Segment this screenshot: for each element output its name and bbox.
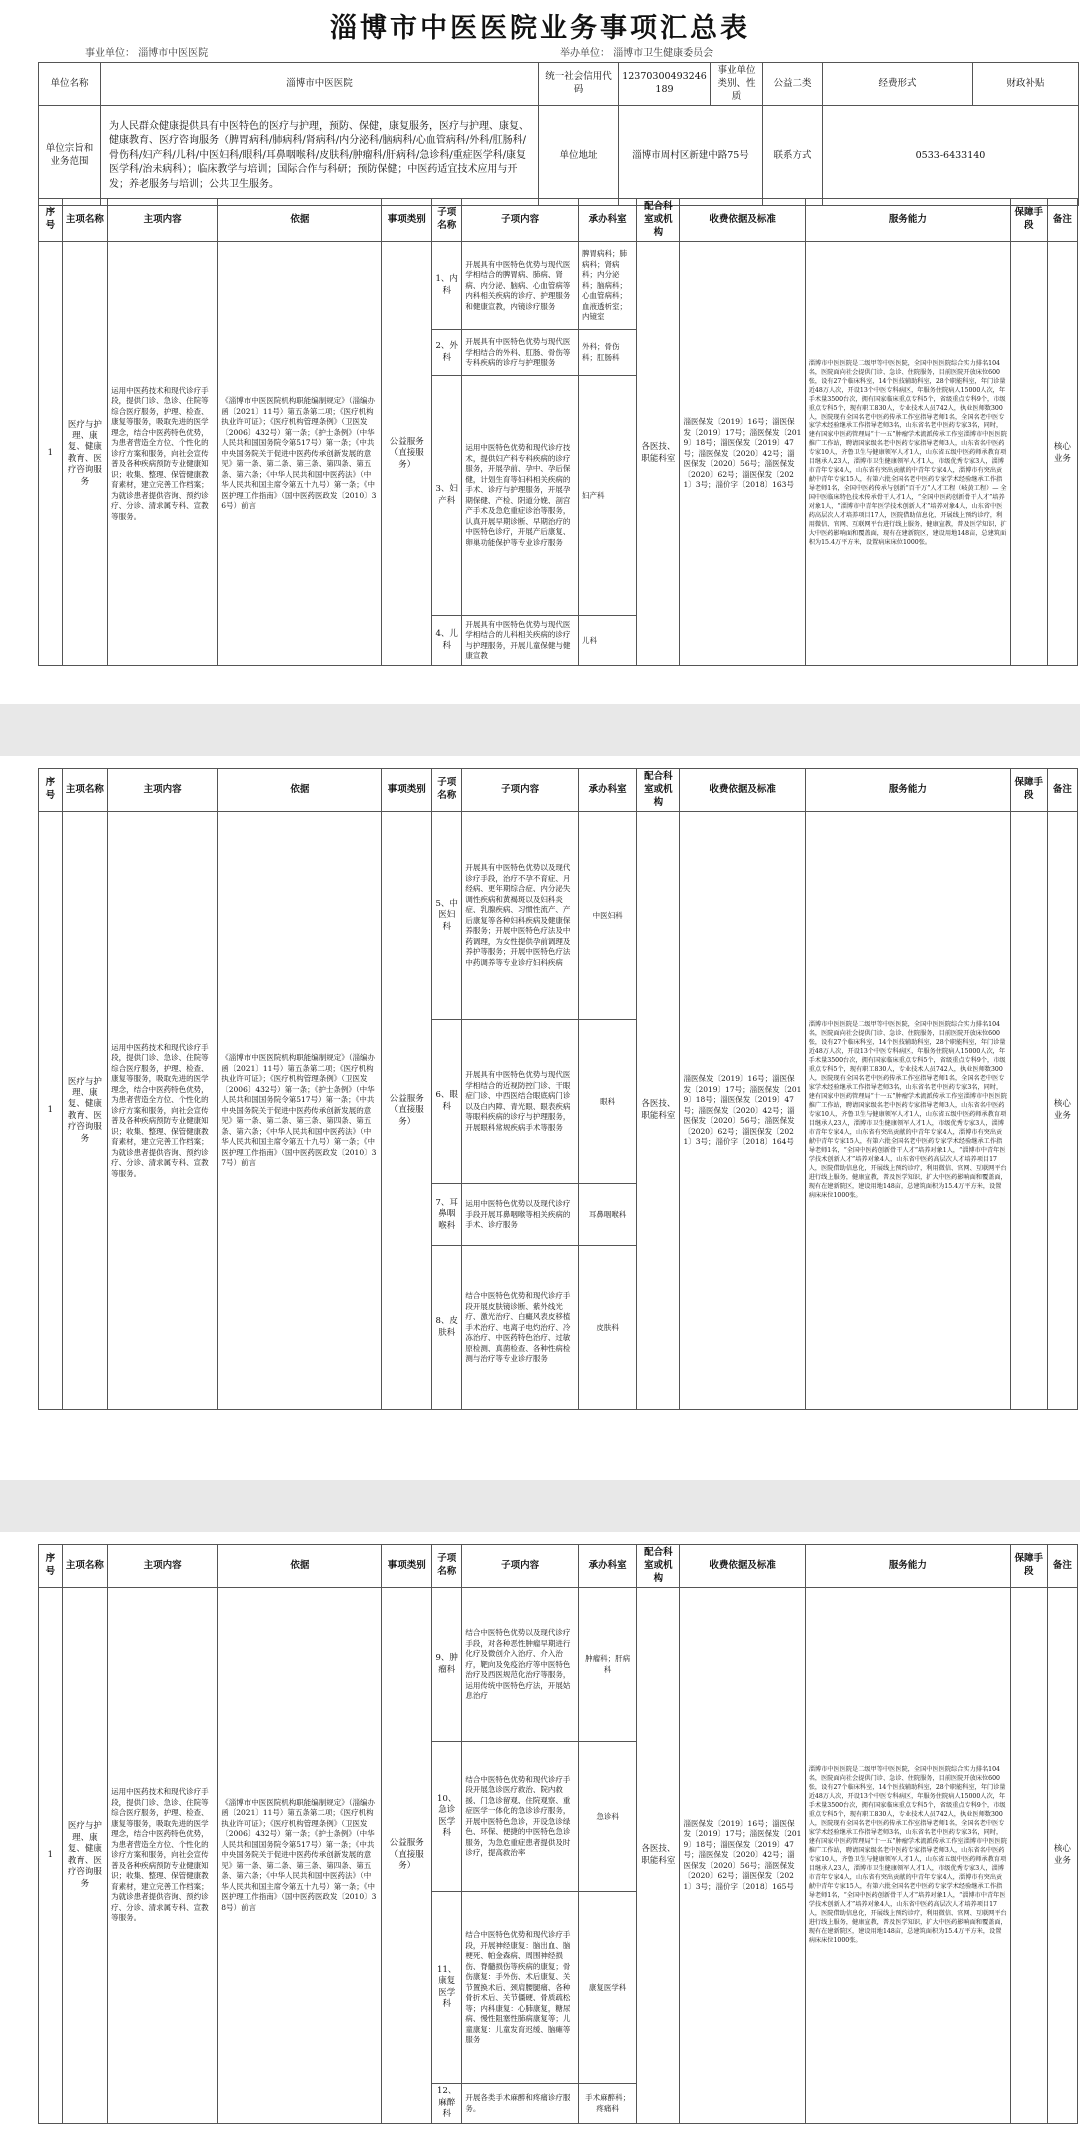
row-capacity: 淄博市中医医院是二级甲等中医医院，全国中医医院综合实力排名104名，医院面向社会提供门诊、急诊、住院服务，目前医院开放床位600张，设有27个临床科室，14个医技辅助科室，28个职能科室，年门诊量近48万人次，开设13个中医专科病区，年服务住院病人15000人次，年手术量3500台次，拥有国家临床重点专科5个，省级重点专科9个，市级重点专科5个，现有职工830人，专业技术人员742人，执业医师数300人，医院现有全国名老中医药传承工作室指导老师1名，全国名老中医专家学术经验继承工作指导老师3名，山东省名老中医药专家3名，同时，建有国家中医药管理局“十一五”肿瘤学术流派传承工作室淄博市中医医院推广工作站，聘请国家级名老中医药专家指导老师3人，山东省名中医药专家10人，齐鲁卫生与健康领军人才1人，山东省五级中医药师承教育项目继承人23人，淄博市卫生健康领军人才1人，市级优秀专家3人，淄博市青年专家4人，山东省有突出贡献的中青年专家4人，淄博市有突出贡献中青年专家15人，有第六批全国名老中医药专家学术经验继承工作指导老师1名，“全国中医药创新骨干人才”培养对象1人，“淄博市中青年医学技术创新人才”培养对象4人，山东省中医药高层次人才培养项目17人，医院借助信息化，开展线上预约诊疗，利用微信、官网、互联网平台进行线上服务，健康宣教，普及医学知识，扩大中医药影响面和覆盖面，现有在建新院区，建设用地148亩，总建筑面积为15.4万平方米，设置病床床位1000张。 (805, 812, 1010, 1410)
sub-dept: 中医妇科 (578, 812, 636, 1020)
sub-dept: 外科；骨伤科；肛肠科 (578, 330, 636, 376)
row-type: 公益服务（直接服务） (382, 242, 432, 666)
row-type: 公益服务（直接服务） (382, 1588, 432, 2123)
col-seq: 序号 (39, 1545, 63, 1588)
sub-dept: 急诊科 (578, 1742, 636, 1892)
col-item: 主项名称 (62, 1545, 107, 1588)
org-line (560, 44, 713, 59)
org-value: 淄博市卫生健康委员会 (613, 48, 714, 59)
row-type: 公益服务（直接服务） (382, 812, 432, 1410)
col-basis: 依据 (218, 1545, 382, 1588)
row-note: 核心业务 (1047, 1588, 1077, 2123)
category-label: 事业单位类别、性质 (711, 63, 763, 106)
row-note: 核心业务 (1047, 812, 1077, 1410)
col-fee: 收费依据及标准 (680, 769, 805, 812)
business-table-3 (38, 1544, 1078, 2124)
col-coop: 配合科室或机构 (637, 769, 680, 812)
table-header (39, 769, 1078, 812)
row-seq: 1 (39, 812, 63, 1410)
row-guarantee (1010, 242, 1047, 666)
sub-no: 3、妇产科 (432, 376, 462, 616)
row-seq: 1 (39, 242, 63, 666)
col-capacity: 服务能力 (805, 769, 1010, 812)
unit-line (85, 44, 208, 59)
unit-name-label: 单位名称 (39, 63, 101, 106)
fund-form-value: 财政补贴 (973, 63, 1079, 106)
col-item: 主项名称 (62, 199, 107, 242)
sub-content: 结合中医特色优势和现代诊疗手段开展急诊医疗救治、院内救援、门急诊留观、住院观察、重症医学一体化的急诊诊疗服务，开展中医特色急诊，开设急诊绿色、环保、便捷的中医特色急诊服务，为急危重症患者提供及时诊疗，提高救治率 (462, 1742, 579, 1892)
col-dept: 承办科室 (578, 1545, 636, 1588)
sheet-page-2 (0, 756, 1080, 1480)
col-type: 事项类别 (382, 769, 432, 812)
sheet-page-1 (0, 0, 1080, 704)
table-row (39, 242, 1078, 330)
col-seq: 序号 (39, 769, 63, 812)
page-separator (0, 704, 1080, 756)
business-table-2 (38, 768, 1078, 1410)
row-content: 运用中医药技术和现代诊疗手段，提供门诊、急诊、住院等综合医疗服务，护理、检查、康复等服务，吸取先进的医学理念，结合中医药特色优势，为患者营造全方位、个性化的诊疗方案和服务，向社会宣传普及各种疾病预防专业健康知识；收集、整理、保管健康教育素材，建立完善工作档案；为就诊患者提供咨询、预约诊疗、分诊、清求属专科、宣教等服务。 (108, 812, 218, 1410)
col-type: 事项类别 (382, 1545, 432, 1588)
sub-dept: 儿科 (578, 616, 636, 666)
row-coop: 各医技、职能科室 (637, 242, 680, 666)
row-basis: 《淄博市中医医院机构职能编制规定》（淄编办函〔2021〕11号）第五条第二项；《医疗机构执业许可证》；《医疗机构管理条例》（卫医发〔2006〕432号）第一条；《护士条例》（中华人民共和国国务院令第517号）第一条；《中共中央国务院关于促进中医药传承创新发展的意见》第一条、第二条、第三条、第四条、第五条、第六条；《中华人民共和国中医药法》（中华人民共和国主席令第五十九号）第一条；《中医护理工作指南》（国中医药医政发〔2010〕36号）前言 (218, 242, 382, 666)
unit-name-value: 淄博市中医医院 (101, 63, 539, 106)
sub-content: 运用中医特色优势和现代诊疗技术，提供妇产科专科疾病的诊疗服务，开展孕前、孕中、孕后保健，计划生育等妇科相关疾病的手术、诊疗与护理服务，开展孕期保健、产检、阴道分娩、剖宫产手术及急危重症诊治等服务，认真开展早期诊断、早期治疗的中医特色诊疗，开展产后康复、卵巢功能保护等专业诊疗服务 (462, 376, 579, 616)
purpose-label: 单位宗旨和业务范围 (39, 106, 101, 206)
col-item: 主项名称 (62, 769, 107, 812)
sub-no: 9、肿瘤科 (432, 1588, 462, 1742)
credit-code-value: 12370300493246189 (619, 63, 711, 106)
sub-no: 6、眼科 (432, 1020, 462, 1184)
col-dept: 承办科室 (578, 199, 636, 242)
sub-content: 开展各类手术麻醉和疼痛诊疗服务。 (462, 2084, 579, 2123)
business-table-1 (38, 198, 1078, 666)
col-type: 事项类别 (382, 199, 432, 242)
col-sub-content: 子项内容 (462, 1545, 579, 1588)
col-basis: 依据 (218, 199, 382, 242)
sub-content: 开展具有中医特色优势以及现代诊疗手段，治疗不孕不育症、月经病、更年期综合症、内分泌失调性疾病和黄褐斑以及妇科炎症、乳腺疾病、习惯性流产、产后康复等各种妇科疾病及健康保养服务；开展中医特色疗法及中药调理，为女性提供孕前调理及养护等服务；开展中医特色疗法中药调养等专业诊疗妇科疾病 (462, 812, 579, 1020)
sub-content: 结合中医特色优势以及现代诊疗手段，对各种恶性肿瘤早期进行化疗及微创介入治疗、介入治疗，靶向及免疫治疗等中医特色治疗及西医规范化治疗等服务，运用传统中医特色疗法，开展姑息治疗 (462, 1588, 579, 1742)
page-separator (0, 1480, 1080, 1532)
col-seq: 序号 (39, 199, 63, 242)
col-guarantee: 保障手段 (1010, 1545, 1047, 1588)
unit-label: 事业单位： (85, 48, 135, 59)
sheet-page-3 (0, 1532, 1080, 2147)
sub-dept: 耳鼻咽喉科 (578, 1184, 636, 1246)
col-sub-no: 子项名称 (432, 1545, 462, 1588)
contact-label: 联系方式 (763, 106, 823, 206)
sub-no: 5、中医妇科 (432, 812, 462, 1020)
sub-no: 2、外科 (432, 330, 462, 376)
row-coop: 各医技、职能科室 (637, 1588, 680, 2123)
col-content: 主项内容 (108, 199, 218, 242)
row-capacity: 淄博市中医医院是二级甲等中医医院，全国中医医院综合实力排名104名，医院面向社会提供门诊、急诊、住院服务，目前医院开放床位600张，设有27个临床科室，14个医技辅助科室，28个职能科室，年门诊量近48万人次，开设13个中医专科病区，年服务住院病人15000人次，年手术量3500台次，拥有国家临床重点专科5个，省级重点专科9个，市级重点专科5个，现有职工830人，专业技术人员742人，执业医师数300人，医院现有全国名老中医药传承工作室指导老师1名，全国名老中医专家学术经验继承工作指导老师3名，山东省名老中医药专家3名，同时，建有国家中医药管理局“十一五”肿瘤学术流派传承工作室淄博市中医医院推广工作站，聘请国家级名老中医药专家指导老师3人，山东省名中医药专家10人，齐鲁卫生与健康领军人才1人，山东省五级中医药师承教育项目继承人23人，淄博市卫生健康领军人才1人，市级优秀专家3人，淄博市青年专家4人，山东省有突出贡献的中青年专家4人，淄博市有突出贡献中青年专家15人，有第六批全国名老中医药专家学术经验继承工作指导老师1名，全国中医药传承与创新“百千万”人才工程（岐黄工程）— 全国中医临床特色技术传承骨干人才1人，“全国中医药创新骨干人才”培养对象1人，“淄博市中青年医学技术创新人才”培养对象4人，山东省中医药高层次人才培养项目17人，医院借助信息化，开展线上预约诊疗，利用微信、官网、互联网平台进行线上服务，健康宣教，普及医学知识，扩大中医药影响面和覆盖面，现有在建新院区，建设用地148亩，总建筑面积为15.4万平方米，设置病床床位1000张。 (805, 242, 1010, 666)
row-guarantee (1010, 1588, 1047, 2123)
col-coop: 配合科室或机构 (637, 199, 680, 242)
col-note: 备注 (1047, 199, 1077, 242)
fund-form-label: 经费形式 (823, 63, 973, 106)
col-content: 主项内容 (108, 769, 218, 812)
sub-no: 8、皮肤科 (432, 1246, 462, 1410)
sub-no: 12、麻醉科 (432, 2084, 462, 2123)
sub-content: 运用中医特色优势以及现代诊疗手段开展耳鼻咽喉等相关疾病的手术、诊疗服务 (462, 1184, 579, 1246)
sub-dept: 眼科 (578, 1020, 636, 1184)
col-sub-content: 子项内容 (462, 199, 579, 242)
row-coop: 各医技、职能科室 (637, 812, 680, 1410)
sub-dept: 手术麻醉科；疼痛科 (578, 2084, 636, 2123)
row-basis: 《淄博市中医医院机构职能编制规定》（淄编办函〔2021〕11号）第五条第二项；《医疗机构执业许可证》；《医疗机构管理条例》（卫医发〔2006〕432号）第一条；《护士条例》（中华人民共和国国务院令第517号）第一条；《中共中央国务院关于促进中医药传承创新发展的意见》第一条、第二条、第三条、第四条、第五条、第六条；《中华人民共和国中医药法》（中华人民共和国主席令第五十九号）第一条；《中医护理工作指南》（国中医药医政发〔2010〕38号）前言 (218, 1588, 382, 2123)
sub-dept: 皮肤科 (578, 1246, 636, 1410)
row-seq: 1 (39, 1588, 63, 2123)
col-fee: 收费依据及标准 (680, 199, 805, 242)
table-row (39, 1588, 1078, 1742)
sub-no: 10、急诊医学科 (432, 1742, 462, 1892)
address-label: 单位地址 (539, 106, 619, 206)
sub-content: 开展具有中医特色优势与现代医学相结合的脾胃病、肺病、肾病、内分泌、脑病、心血管病等内科相关疾病的诊疗、护理服务和健康宣教，内镜诊疗服务 (462, 242, 579, 330)
sub-dept: 肿瘤科；肝病科 (578, 1588, 636, 1742)
category-value: 公益二类 (763, 63, 823, 106)
sub-dept: 康复医学科 (578, 1892, 636, 2084)
sub-no: 11、康复医学科 (432, 1892, 462, 2084)
col-capacity: 服务能力 (805, 199, 1010, 242)
col-coop: 配合科室或机构 (637, 1545, 680, 1588)
row-capacity: 淄博市中医医院是二级甲等中医医院，全国中医医院综合实力排名104名，医院面向社会提供门诊、急诊、住院服务，目前医院开放床位600张，设有27个临床科室，14个医技辅助科室，28个职能科室，年门诊量近48万人次，开设13个中医专科病区，年服务住院病人15000人次，年手术量3500台次，拥有国家临床重点专科5个，省级重点专科9个，市级重点专科5个，现有职工830人，专业技术人员742人，执业医师数300人，医院现有全国名老中医药传承工作室指导老师1名，全国名老中医专家学术经验继承工作指导老师3名，山东省名老中医药专家3名，同时，建有国家中医药管理局“十一五”肿瘤学术流派传承工作室淄博市中医医院推广工作站，聘请国家级名老中医药专家指导老师3人，山东省名中医药专家10人，齐鲁卫生与健康领军人才1人，山东省五级中医药师承教育项目继承人23人，淄博市卫生健康领军人才1人，市级优秀专家3人，淄博市青年专家4人，山东省有突出贡献的中青年专家4人，淄博市有突出贡献中青年专家15人，有第六批全国名老中医药专家学术经验继承工作指导老师1名，“全国中医药创新骨干人才”培养对象1人，“淄博市中青年医学技术创新人才”培养对象4人，山东省中医药高层次人才培养项目17人，医院借助信息化，开展线上预约诊疗，利用微信、官网、互联网平台进行线上服务，健康宣教，普及医学知识，扩大中医药影响面和覆盖面，现有在建新院区，建设用地148亩，总建筑面积为15.4万平方米，设置病床床位1000张。 (805, 1588, 1010, 2123)
contact-value: 0533-6433140 (823, 106, 1079, 206)
row-fee: 淄医保发〔2019〕16号；淄医保发〔2019〕17号；淄医保发〔2019〕18号；淄医保发〔2019〕47号；淄医保发〔2020〕42号；淄医保发〔2020〕56号；淄医保发〔2020〕62号；淄医保发〔2021〕3号；淄价字〔2018〕164号 (680, 812, 805, 1410)
col-note: 备注 (1047, 1545, 1077, 1588)
row-item: 医疗与护理、康复、健康教育、医疗咨询服务 (62, 1588, 107, 2123)
credit-code-label: 统一社会信用代码 (539, 63, 619, 106)
row-guarantee (1010, 812, 1047, 1410)
row-basis: 《淄博市中医医院机构职能编制规定》（淄编办函〔2021〕11号）第五条第二项；《医疗机构执业许可证》；《医疗机构管理条例》（卫医发〔2006〕432号）第一条；《护士条例》（中华人民共和国国务院令第517号）第一条；《中共中央国务院关于促进中医药传承创新发展的意见》第一条、第二条、第三条、第四条、第五条、第六条；《中华人民共和国中医药法》（中华人民共和国主席令第五十九号）第一条；《中医护理工作指南》（国中医药医政发〔2010〕37号）前言 (218, 812, 382, 1410)
sub-content: 结合中医特色优势和现代诊疗手段，开展神经康复：脑出血、脑梗死、帕金森病、周围神经损伤、脊髓损伤等疾病的康复；骨伤康复：手外伤、术后康复、关节置换术后、颈肩腰腿痛、各种骨折术后、关节僵硬、骨质疏松等；内科康复：心肺康复，糖尿病、慢性阻塞性肺病康复等；儿童康复：儿童发育迟缓、脑瘫等服务 (462, 1892, 579, 2084)
sub-content: 开展具有中医特色优势与现代医学相结合的近视防控门诊、干眼症门诊、中西医结合眼底病门诊以及白内障、青光眼、眼表疾病等眼科疾病的诊疗与护理服务，开展眼科常规疾病手术等服务 (462, 1020, 579, 1184)
col-guarantee: 保障手段 (1010, 199, 1047, 242)
row-fee: 淄医保发〔2019〕16号；淄医保发〔2019〕17号；淄医保发〔2019〕18号；淄医保发〔2019〕47号；淄医保发〔2020〕42号；淄医保发〔2020〕56号；淄医保发〔2020〕62号；淄医保发〔2021〕3号；淄价字〔2018〕165号 (680, 1588, 805, 2123)
col-sub-content: 子项内容 (462, 769, 579, 812)
col-content: 主项内容 (108, 1545, 218, 1588)
page-title: 淄博市中医医院业务事项汇总表 (330, 13, 750, 44)
sub-no: 1、内科 (432, 242, 462, 330)
col-fee: 收费依据及标准 (680, 1545, 805, 1588)
col-dept: 承办科室 (578, 769, 636, 812)
sub-content: 开展具有中医特色优势与现代医学相结合的外科、肛肠、骨伤等专科疾病的诊疗与护理服务 (462, 330, 579, 376)
col-basis: 依据 (218, 769, 382, 812)
table-header (39, 1545, 1078, 1588)
sub-dept: 脾胃病科；肺病科；肾病科；内分泌科；脑病科；心血管病科；血液透析室；内镜室 (578, 242, 636, 330)
sub-content: 结合中医特色优势和现代诊疗手段开展皮肤镜诊断、紫外线光疗、激光治疗、白癜风表皮移植手术治疗、电离子电灼治疗、冷冻治疗、中医药特色治疗、过敏原检测、真菌检查、各种性病检测与治疗等专业诊疗服务 (462, 1246, 579, 1410)
unit-value: 淄博市中医医院 (138, 48, 209, 59)
unit-info-table (38, 62, 1079, 206)
sub-dept: 妇产科 (578, 376, 636, 616)
row-item: 医疗与护理、康复、健康教育、医疗咨询服务 (62, 242, 107, 666)
col-note: 备注 (1047, 769, 1077, 812)
row-note: 核心业务 (1047, 242, 1077, 666)
table-header (39, 199, 1078, 242)
org-label: 举办单位： (560, 48, 610, 59)
purpose-value: 为人民群众健康提供具有中医特色的医疗与护理，预防、保健，康复服务，医疗与护理、康复、健康教育、医疗咨询服务（脾胃病科/肺病科/肾病科/内分泌科/脑病科/心血管病科/外科/肛肠科/骨伤科/妇产科/儿科/中医妇科/眼科/耳鼻咽喉科/皮肤科/肿瘤科/肝病科/急诊科/重症医学科/康复医学科/治未病科）；临床教学与培训；国际合作与科研；预防保健；中医药适宜技术应用与开发；养老服务与培训；公共卫生服务。 (101, 106, 539, 206)
sub-no: 7、耳鼻咽喉科 (432, 1184, 462, 1246)
table-row (39, 812, 1078, 1020)
col-sub-no: 子项名称 (432, 769, 462, 812)
col-sub-no: 子项名称 (432, 199, 462, 242)
col-capacity: 服务能力 (805, 1545, 1010, 1588)
row-content: 运用中医药技术和现代诊疗手段，提供门诊、急诊、住院等综合医疗服务，护理、检查、康复等服务，吸取先进的医学理念，结合中医药特色优势，为患者营造全方位、个性化的诊疗方案和服务，向社会宣传普及各种疾病预防专业健康知识；收集、整理、保管健康教育素材，建立完善工作档案；为就诊患者提供咨询、预约诊疗、分诊、清求属专科、宣教等服务。 (108, 242, 218, 666)
col-guarantee: 保障手段 (1010, 769, 1047, 812)
row-item: 医疗与护理、康复、健康教育、医疗咨询服务 (62, 812, 107, 1410)
sub-content: 开展具有中医特色优势与现代医学相结合的儿科相关疾病的诊疗与护理服务，开展儿童保健与健康宣教 (462, 616, 579, 666)
address-value: 淄博市周村区新建中路75号 (619, 106, 763, 206)
row-content: 运用中医药技术和现代诊疗手段，提供门诊、急诊、住院等综合医疗服务，护理、检查、康复等服务，吸取先进的医学理念，结合中医药特色优势，为患者营造全方位、个性化的诊疗方案和服务，向社会宣传普及各种疾病预防专业健康知识；收集、整理、保管健康教育素材，建立完善工作档案；为就诊患者提供咨询、预约诊疗、分诊、清求属专科、宣教等服务。 (108, 1588, 218, 2123)
row-fee: 淄医保发〔2019〕16号；淄医保发〔2019〕17号；淄医保发〔2019〕18号；淄医保发〔2019〕47号；淄医保发〔2020〕42号；淄医保发〔2020〕56号；淄医保发〔2020〕62号；淄医保发〔2021〕3号；淄价字〔2018〕163号 (680, 242, 805, 666)
sub-no: 4、儿科 (432, 616, 462, 666)
